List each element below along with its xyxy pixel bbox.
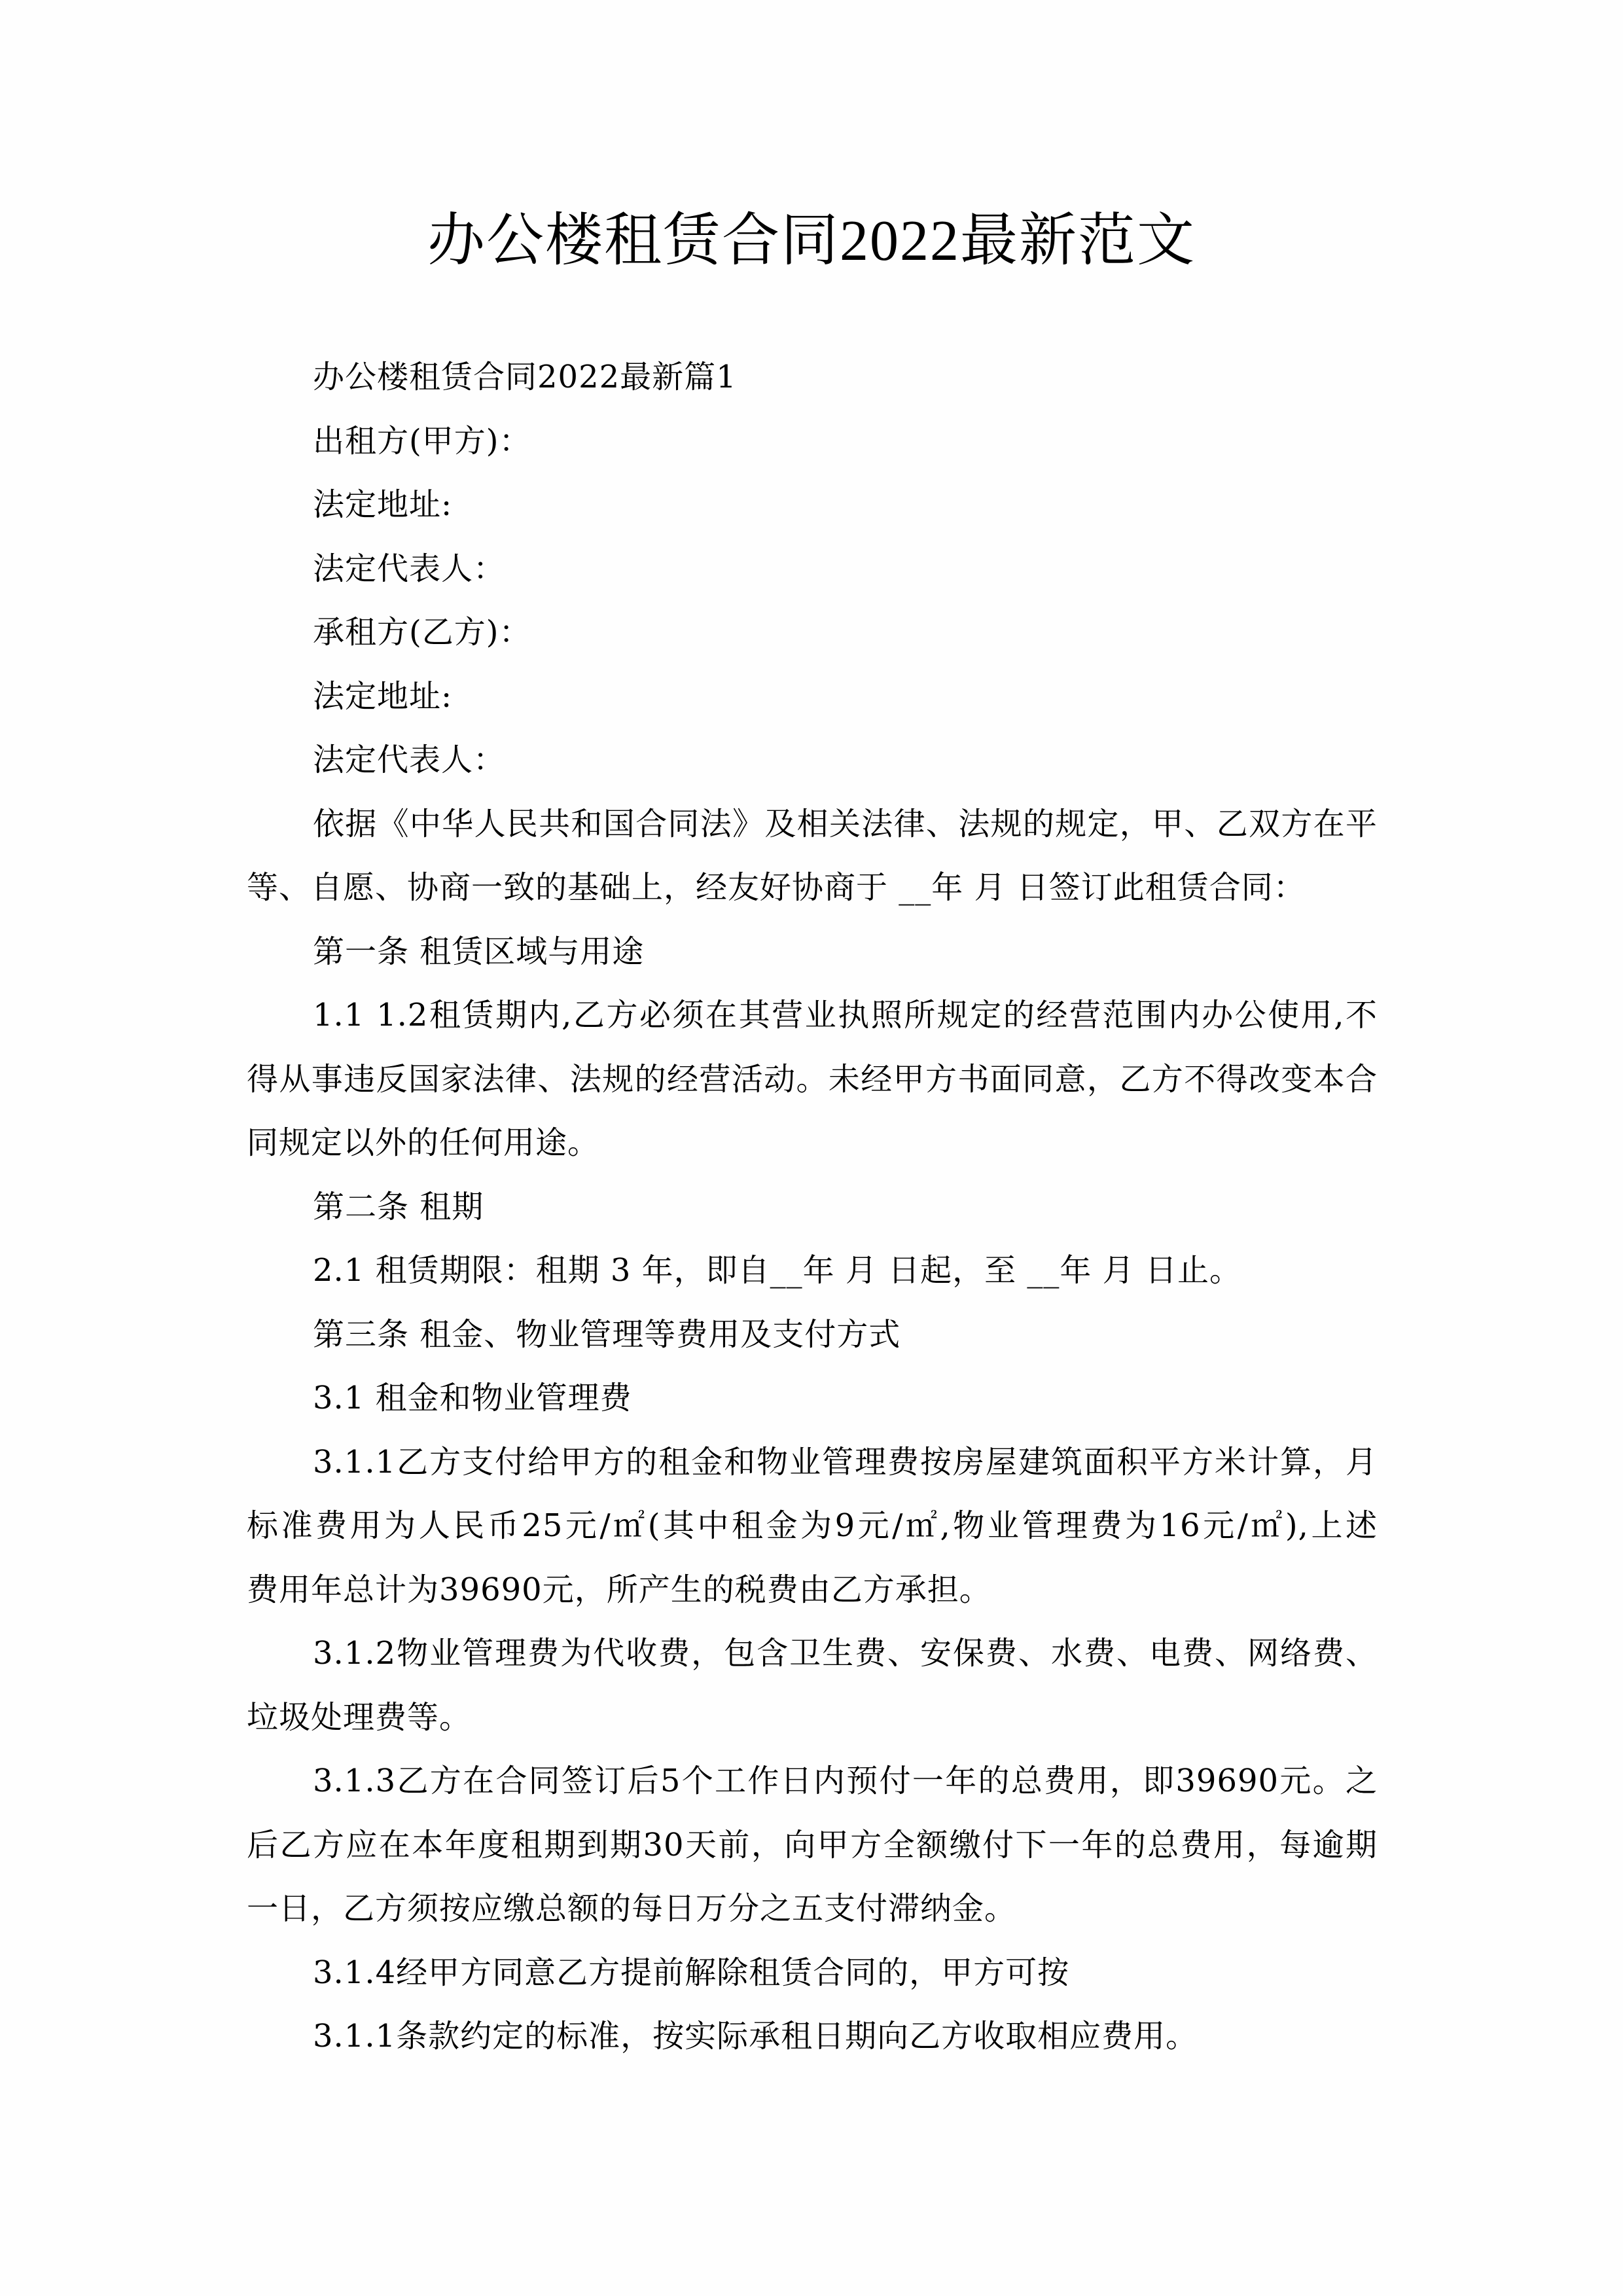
clause-3-1-4-line: 3.1.1条款约定的标准，按实际承租日期向乙方收取相应费用。	[313, 2018, 1198, 2054]
clause-2-1-line: 2.1 租赁期限：租期 3 年，即自__年 月 日起，至 __年 月 日止。	[313, 1252, 1241, 1289]
clause-3-1-4-line: 3.1.4经甲方同意乙方提前解除租赁合同的，甲方可按	[313, 1954, 1070, 1991]
lessor-address-label: 法定地址:	[313, 486, 453, 523]
clause-3-1-2-line: 垃圾处理费等。	[247, 1698, 472, 1736]
lessee-label: 承租方(乙方)：	[313, 614, 531, 651]
clause-3-1-1-line: 3.1.1乙方支付给甲方的租金和物业管理费按房屋建筑面积平方米计算，月	[313, 1443, 1378, 1480]
document-title: 办公楼租赁合同2022最新范文	[427, 209, 1196, 273]
section-heading: 办公楼租赁合同2022最新篇1	[313, 359, 737, 395]
preamble-paragraph-line: 依据《中华人民共和国合同法》及相关法律、法规的规定，甲、乙双方在平	[313, 805, 1378, 842]
lessee-representative-label: 法定代表人：	[313, 742, 506, 778]
lessor-label: 出租方(甲方)：	[313, 422, 531, 459]
clause-1-1-line: 同规定以外的任何用途。	[247, 1124, 600, 1161]
lessor-representative-label: 法定代表人：	[313, 550, 506, 587]
preamble-paragraph-line: 等、自愿、协商一致的基础上，经友好协商于 __年 月 日签订此租赁合同：	[247, 869, 1306, 906]
clause-3-1-3-line: 后乙方应在本年度租期到期30天前，向甲方全额缴付下一年的总费用，每逾期	[247, 1826, 1378, 1863]
clause-3-1-1-line: 标准费用为人民币25元/㎡(其中租金为9元/㎡,物业管理费为16元/㎡),上述	[247, 1507, 1378, 1544]
clause-1-1-line: 1.1 1.2租赁期内,乙方必须在其营业执照所规定的经营范围内办公使用,不	[313, 997, 1378, 1033]
lessee-address-label: 法定地址:	[313, 677, 453, 715]
clause-3-1-3-line: 一日，乙方须按应缴总额的每日万分之五支付滞纳金。	[247, 1890, 1017, 1927]
article-1-heading: 第一条 租赁区域与用途	[313, 933, 645, 970]
clause-1-1-line: 得从事违反国家法律、法规的经营活动。未经甲方书面同意，乙方不得改变本合	[247, 1060, 1378, 1098]
article-3-heading: 第三条 租金、物业管理等费用及支付方式	[313, 1316, 901, 1353]
clause-3-1-heading: 3.1 租金和物业管理费	[313, 1380, 632, 1416]
clause-3-1-2-line: 3.1.2物业管理费为代收费，包含卫生费、安保费、水费、电费、网络费、	[313, 1635, 1378, 1672]
article-2-heading: 第二条 租期	[313, 1188, 484, 1225]
clause-3-1-1-line: 费用年总计为39690元，所产生的税费由乙方承担。	[247, 1571, 991, 1608]
clause-3-1-3-line: 3.1.3乙方在合同签订后5个工作日内预付一年的总费用，即39690元。之	[313, 1763, 1378, 1799]
document-body	[247, 346, 1379, 2069]
